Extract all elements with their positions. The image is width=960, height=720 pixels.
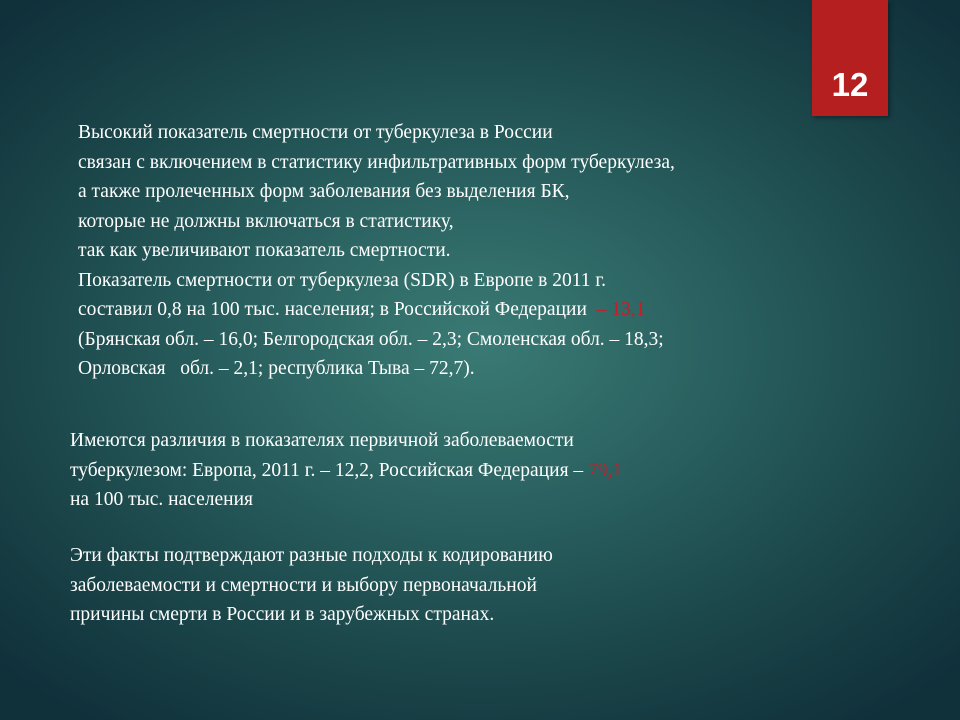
text-line — [70, 456, 622, 486]
paragraph-incidence — [70, 426, 622, 515]
text-segment: туберкулезом: Европа, 2011 г. – 12,2, Российская Федерация – — [70, 459, 589, 481]
text-line: Орловская обл. – 2,1; республика Тыва – 72,7). — [78, 358, 475, 379]
slide-number-badge — [812, 0, 888, 116]
text-line: (Брянская обл. – 16,0; Белгородская обл. – 2,3; Смоленская обл. – 18,3; — [78, 328, 664, 350]
paragraph-conclusion — [70, 541, 553, 630]
text-line: так как увеличивают показатель смертности. — [78, 240, 451, 261]
text-line: Высокий показатель смертности от туберкулеза в России — [78, 122, 553, 143]
text-line: Имеются различия в показателях первичной заболеваемости — [70, 430, 574, 451]
text-line: причины смерти в России и в зарубежных странах. — [70, 604, 495, 625]
paragraph-mortality — [78, 118, 675, 384]
text-line: а также пролеченных форм заболевания без выделения БК, — [78, 181, 570, 202]
text-line: на 100 тыс. населения — [70, 489, 253, 510]
highlight-value-russia-incidence: 79,1 — [588, 459, 623, 481]
text-line: Эти факты подтверждают разные подходы к кодированию — [70, 545, 553, 566]
highlight-value-russia-mortality: 13,1 — [611, 299, 646, 320]
text-line: заболеваемости и смертности и выбору первоначальной — [70, 574, 537, 596]
text-line — [78, 295, 675, 325]
text-line: связан с включением в статистику инфильтративных форм туберкулеза, — [78, 151, 675, 173]
text-line: которые не должны включаться в статистику, — [78, 210, 454, 232]
text-line: Показатель смертности от туберкулеза (SDR) в Европе в 2011 г. — [78, 269, 607, 291]
slide-number: 12 — [831, 66, 869, 103]
text-segment: составил 0,8 на 100 тыс. населения; в Российской Федерации — [78, 299, 587, 320]
highlight-dash: – — [586, 299, 612, 320]
